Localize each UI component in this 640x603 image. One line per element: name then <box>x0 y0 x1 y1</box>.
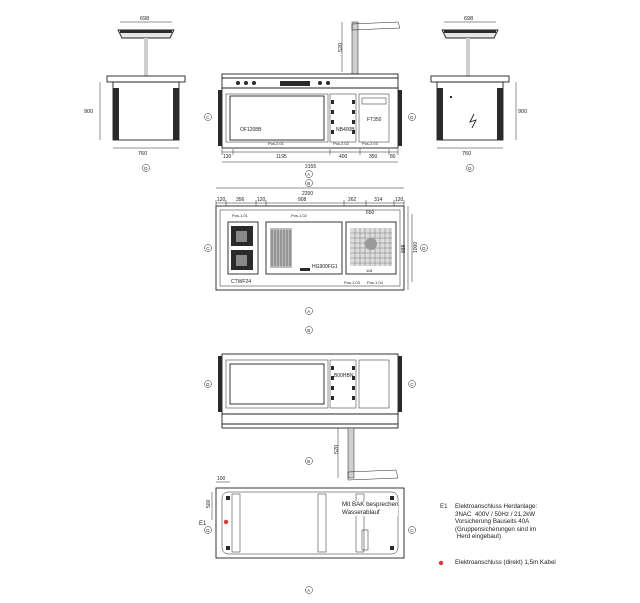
rear-marker-right: C <box>410 381 414 387</box>
side-left-height: 900 <box>84 109 94 115</box>
base-marker-right: C <box>410 527 414 533</box>
top-sub-dim: 650 <box>366 210 375 216</box>
legend-e1-text: Elektroanschluss Herdanlage: 3NAC 400V / 50Hz / 21,2kW Vorsicherung Bauseits 40A (Gruppensicherungen sind im Herd eingebaut) <box>455 503 538 541</box>
front-dim-2: 1195 <box>276 154 287 160</box>
base-annotation: Mit BAK besprechen Wasserablauf <box>342 501 399 516</box>
top-small-dim: 118 <box>366 268 373 273</box>
base-view <box>199 476 443 594</box>
top-pos-1: Pos.1.01 <box>232 213 248 218</box>
side-right-height: 900 <box>518 109 528 115</box>
top-dim-1: 120 <box>217 197 226 203</box>
top-dim-4: 908 <box>298 197 307 203</box>
top-pos-4: Pos.1.04 <box>367 280 383 285</box>
top-depth-inner: 888 <box>401 244 407 253</box>
front-dim-4: 350 <box>369 154 378 160</box>
side-right-marker: D <box>468 165 472 171</box>
top-marker-a: A <box>307 308 311 314</box>
top-view <box>205 197 428 334</box>
side-view-right <box>431 16 527 172</box>
base-dim-top: 100 <box>217 476 226 482</box>
front-fridge-label: FT350 <box>367 117 382 123</box>
front-view <box>205 22 416 197</box>
rear-marker-b: B <box>307 458 311 464</box>
front-riser-dim: 520 <box>338 42 344 52</box>
front-dim-1: 130 <box>223 154 232 160</box>
top-depth-outer: 1000 <box>413 241 419 253</box>
top-dim-5: 262 <box>348 197 357 203</box>
top-griddle-label: HG900FG1 <box>312 264 338 270</box>
legend-dot-icon <box>439 561 443 565</box>
top-dim-7: 120 <box>395 197 404 203</box>
legend-dot-text: Elektroanschluss (direkt) 1,5m Kabel <box>455 559 556 566</box>
base-connection-dot <box>224 520 228 524</box>
top-wok-label: CTWF24 <box>231 279 251 285</box>
front-dim-5: 80 <box>390 154 396 160</box>
top-marker-left: C <box>206 245 210 251</box>
side-right-width-top: 698 <box>464 16 474 22</box>
front-marker-left: C <box>206 114 210 120</box>
front-pos-2: Pos.2.02 <box>333 141 349 146</box>
base-marker-left: D <box>206 527 210 533</box>
front-pos-1: Pos.2.01 <box>268 141 284 146</box>
legend-e1-code: E1 <box>440 503 448 510</box>
side-view-left <box>84 16 185 172</box>
front-pos-3: Pos.2.03 <box>362 141 378 146</box>
base-dim-side: 500 <box>206 499 212 508</box>
top-pos-3: Pos.1.03 <box>344 280 360 285</box>
top-dim-3: 120 <box>257 197 266 203</box>
front-marker-a: A <box>307 171 311 177</box>
front-marker-right: D <box>410 114 414 120</box>
front-marker-b: B <box>307 180 311 186</box>
base-e1-marker: E1 <box>199 521 207 527</box>
rear-label: B00HBN <box>334 373 354 379</box>
top-dim-6: 314 <box>374 197 383 203</box>
side-right-width-bottom: 760 <box>462 151 472 157</box>
top-marker-right: D <box>422 245 426 251</box>
side-left-width-top: 698 <box>140 16 150 22</box>
front-oven-label: OF1208B <box>240 127 262 133</box>
side-left-marker: D <box>144 165 148 171</box>
front-overall-outer: 2200 <box>302 191 314 197</box>
rear-riser-dim: 520 <box>334 444 340 454</box>
base-marker-a: A <box>307 587 311 593</box>
rear-view <box>205 354 416 480</box>
side-left-width-bottom: 760 <box>138 151 148 157</box>
front-dim-3: 400 <box>339 154 348 160</box>
top-marker-b: B <box>307 327 311 333</box>
front-drawer-label: NB400B <box>336 127 355 133</box>
top-pos-2: Pos.1.02 <box>291 213 307 218</box>
rear-marker-left: D <box>206 381 210 387</box>
top-dim-2: 356 <box>236 197 245 203</box>
front-overall-inner: 2155 <box>305 164 317 170</box>
